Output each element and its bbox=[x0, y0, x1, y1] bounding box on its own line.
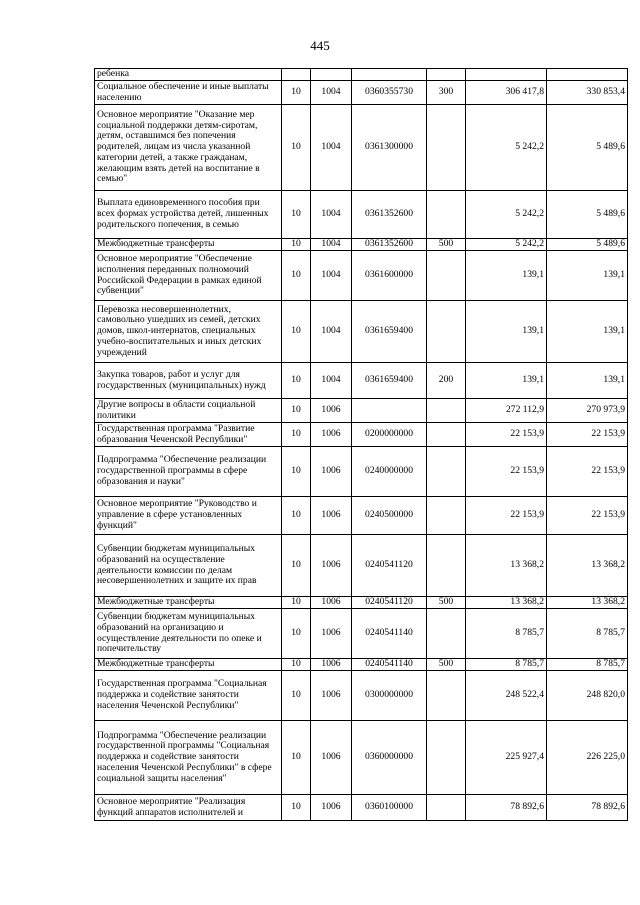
row-name-cell: Межбюджетные трансферты bbox=[95, 597, 282, 609]
table-row bbox=[95, 423, 628, 447]
table-row bbox=[95, 363, 628, 399]
amount-year1-cell: 13 368,2 bbox=[466, 597, 547, 609]
amount-year1-cell: 272 112,9 bbox=[466, 399, 547, 423]
amount-year1-cell: 22 153,9 bbox=[466, 447, 547, 497]
amount-year1-cell: 8 785,7 bbox=[466, 609, 547, 659]
row-name-cell: Основное мероприятие "Обеспечение исполнения переданных полномочий Российской Федерации в рамках единой субвенции" bbox=[95, 251, 282, 301]
target-article-cell bbox=[352, 399, 427, 423]
target-article-cell: 0240000000 bbox=[352, 447, 427, 497]
budget-table bbox=[94, 68, 628, 821]
amount-year1-cell: 139,1 bbox=[466, 363, 547, 399]
subsection-code-cell: 1004 bbox=[311, 301, 352, 363]
row-name-cell: Межбюджетные трансферты bbox=[95, 659, 282, 671]
amount-year2-cell: 248 820,0 bbox=[547, 671, 628, 721]
target-article-cell: 0240541120 bbox=[352, 597, 427, 609]
amount-year2-cell: 13 368,2 bbox=[547, 535, 628, 597]
row-name-cell: Подпрограмма "Обеспечение реализации государственной программы в сфере образования и науки" bbox=[95, 447, 282, 497]
section-code-cell: 10 bbox=[282, 81, 311, 105]
target-article-cell: 0360100000 bbox=[352, 795, 427, 821]
amount-year2-cell: 8 785,7 bbox=[547, 659, 628, 671]
row-name-cell: Выплата единовременного пособия при всех формах устройства детей, лишенных родительского попечения, в семью bbox=[95, 191, 282, 239]
amount-year1-cell bbox=[466, 69, 547, 81]
amount-year1-cell: 5 242,2 bbox=[466, 191, 547, 239]
section-code-cell: 10 bbox=[282, 191, 311, 239]
target-article-cell bbox=[352, 69, 427, 81]
section-code-cell: 10 bbox=[282, 659, 311, 671]
section-code-cell: 10 bbox=[282, 301, 311, 363]
subsection-code-cell: 1004 bbox=[311, 239, 352, 251]
expense-type-cell bbox=[427, 251, 466, 301]
section-code-cell: 10 bbox=[282, 795, 311, 821]
row-name-cell: Основное мероприятие "Оказание мер социальной поддержки детям-сиротам, детям, оставшимся без попечения родителей, лицам из числа указанной категории детей, а также гражданам, желающим взять детей на воспитание в семью" bbox=[95, 105, 282, 191]
subsection-code-cell: 1004 bbox=[311, 363, 352, 399]
expense-type-cell bbox=[427, 423, 466, 447]
expense-type-cell: 200 bbox=[427, 363, 466, 399]
subsection-code-cell: 1006 bbox=[311, 423, 352, 447]
expense-type-cell bbox=[427, 191, 466, 239]
target-article-cell: 0361352600 bbox=[352, 239, 427, 251]
amount-year2-cell: 22 153,9 bbox=[547, 447, 628, 497]
row-name-cell: Перевозка несовершеннолетних, самовольно ушедших из семей, детских домов, школ-интернатов, специальных учебно-воспитательных и иных детских учреждений bbox=[95, 301, 282, 363]
target-article-cell: 0361352600 bbox=[352, 191, 427, 239]
page-number: 445 bbox=[310, 38, 330, 53]
expense-type-cell bbox=[427, 671, 466, 721]
row-name-cell: Субвенции бюджетам муниципальных образований на организацию и осуществление деятельности по опеке и попечительству bbox=[95, 609, 282, 659]
amount-year2-cell: 5 489,6 bbox=[547, 105, 628, 191]
subsection-code-cell: 1006 bbox=[311, 447, 352, 497]
target-article-cell: 0361659400 bbox=[352, 301, 427, 363]
amount-year1-cell: 225 927,4 bbox=[466, 721, 547, 795]
table-row bbox=[95, 447, 628, 497]
table-row bbox=[95, 191, 628, 239]
table-row bbox=[95, 659, 628, 671]
subsection-code-cell: 1006 bbox=[311, 597, 352, 609]
expense-type-cell bbox=[427, 105, 466, 191]
expense-type-cell bbox=[427, 609, 466, 659]
amount-year2-cell: 139,1 bbox=[547, 363, 628, 399]
table-row bbox=[95, 251, 628, 301]
amount-year1-cell: 248 522,4 bbox=[466, 671, 547, 721]
amount-year2-cell: 139,1 bbox=[547, 251, 628, 301]
expense-type-cell bbox=[427, 399, 466, 423]
amount-year2-cell: 226 225,0 bbox=[547, 721, 628, 795]
section-code-cell: 10 bbox=[282, 721, 311, 795]
amount-year1-cell: 139,1 bbox=[466, 301, 547, 363]
target-article-cell: 0360355730 bbox=[352, 81, 427, 105]
subsection-code-cell: 1006 bbox=[311, 795, 352, 821]
section-code-cell: 10 bbox=[282, 251, 311, 301]
table-row bbox=[95, 597, 628, 609]
section-code-cell: 10 bbox=[282, 423, 311, 447]
row-name-cell: Другие вопросы в области социальной политики bbox=[95, 399, 282, 423]
table-row bbox=[95, 721, 628, 795]
amount-year1-cell: 8 785,7 bbox=[466, 659, 547, 671]
subsection-code-cell: 1006 bbox=[311, 609, 352, 659]
section-code-cell: 10 bbox=[282, 609, 311, 659]
section-code-cell: 10 bbox=[282, 497, 311, 535]
row-name-cell: Закупка товаров, работ и услуг для государственных (муниципальных) нужд bbox=[95, 363, 282, 399]
section-code-cell: 10 bbox=[282, 597, 311, 609]
amount-year2-cell: 78 892,6 bbox=[547, 795, 628, 821]
table-row bbox=[95, 105, 628, 191]
table-row bbox=[95, 535, 628, 597]
amount-year1-cell: 78 892,6 bbox=[466, 795, 547, 821]
row-name-cell: Субвенции бюджетам муниципальных образований на осуществление деятельности комиссии по делам несовершеннолетних и защите их прав bbox=[95, 535, 282, 597]
subsection-code-cell: 1006 bbox=[311, 399, 352, 423]
expense-type-cell: 500 bbox=[427, 597, 466, 609]
expense-type-cell bbox=[427, 497, 466, 535]
amount-year2-cell: 330 853,4 bbox=[547, 81, 628, 105]
row-name-cell: ребенка bbox=[95, 69, 282, 81]
amount-year1-cell: 306 417,8 bbox=[466, 81, 547, 105]
subsection-code-cell: 1004 bbox=[311, 251, 352, 301]
subsection-code-cell: 1004 bbox=[311, 191, 352, 239]
section-code-cell: 10 bbox=[282, 447, 311, 497]
subsection-code-cell: 1004 bbox=[311, 81, 352, 105]
amount-year1-cell: 139,1 bbox=[466, 251, 547, 301]
target-article-cell: 0361600000 bbox=[352, 251, 427, 301]
expense-type-cell bbox=[427, 721, 466, 795]
subsection-code-cell bbox=[311, 69, 352, 81]
target-article-cell: 0361659400 bbox=[352, 363, 427, 399]
row-name-cell: Государственная программа "Развитие образования Чеченской Республики" bbox=[95, 423, 282, 447]
table-row bbox=[95, 497, 628, 535]
row-name-cell: Межбюджетные трансферты bbox=[95, 239, 282, 251]
section-code-cell: 10 bbox=[282, 105, 311, 191]
row-name-cell: Социальное обеспечение и иные выплаты населению bbox=[95, 81, 282, 105]
table-row bbox=[95, 81, 628, 105]
table-row bbox=[95, 671, 628, 721]
amount-year2-cell bbox=[547, 69, 628, 81]
expense-type-cell bbox=[427, 535, 466, 597]
amount-year2-cell: 5 489,6 bbox=[547, 191, 628, 239]
table-row bbox=[95, 69, 628, 81]
subsection-code-cell: 1004 bbox=[311, 105, 352, 191]
expense-type-cell bbox=[427, 795, 466, 821]
target-article-cell: 0240541140 bbox=[352, 609, 427, 659]
amount-year1-cell: 22 153,9 bbox=[466, 423, 547, 447]
row-name-cell: Основное мероприятие "Реализация функций аппаратов исполнителей и bbox=[95, 795, 282, 821]
target-article-cell: 0361300000 bbox=[352, 105, 427, 191]
target-article-cell: 0200000000 bbox=[352, 423, 427, 447]
expense-type-cell bbox=[427, 301, 466, 363]
amount-year1-cell: 13 368,2 bbox=[466, 535, 547, 597]
amount-year1-cell: 5 242,2 bbox=[466, 105, 547, 191]
section-code-cell: 10 bbox=[282, 239, 311, 251]
row-name-cell: Государственная программа "Социальная поддержка и содействие занятости населения Чеченской Республики" bbox=[95, 671, 282, 721]
subsection-code-cell: 1006 bbox=[311, 659, 352, 671]
table-row bbox=[95, 795, 628, 821]
target-article-cell: 0300000000 bbox=[352, 671, 427, 721]
row-name-cell: Подпрограмма "Обеспечение реализации государственной программы "Социальная поддержка и содействие занятости населения Чеченской Республики" в сфере социальной защиты населения" bbox=[95, 721, 282, 795]
section-code-cell: 10 bbox=[282, 399, 311, 423]
expense-type-cell bbox=[427, 69, 466, 81]
amount-year1-cell: 22 153,9 bbox=[466, 497, 547, 535]
subsection-code-cell: 1006 bbox=[311, 535, 352, 597]
row-name-cell: Основное мероприятие "Руководство и управление в сфере установленных функций" bbox=[95, 497, 282, 535]
amount-year2-cell: 139,1 bbox=[547, 301, 628, 363]
amount-year2-cell: 8 785,7 bbox=[547, 609, 628, 659]
expense-type-cell: 500 bbox=[427, 659, 466, 671]
table-row bbox=[95, 399, 628, 423]
target-article-cell: 0240500000 bbox=[352, 497, 427, 535]
target-article-cell: 0240541120 bbox=[352, 535, 427, 597]
table-row bbox=[95, 301, 628, 363]
expense-type-cell bbox=[427, 447, 466, 497]
section-code-cell: 10 bbox=[282, 363, 311, 399]
section-code-cell: 10 bbox=[282, 535, 311, 597]
target-article-cell: 0240541140 bbox=[352, 659, 427, 671]
table-row bbox=[95, 239, 628, 251]
section-code-cell bbox=[282, 69, 311, 81]
amount-year2-cell: 5 489,6 bbox=[547, 239, 628, 251]
table-row bbox=[95, 609, 628, 659]
amount-year1-cell: 5 242,2 bbox=[466, 239, 547, 251]
amount-year2-cell: 22 153,9 bbox=[547, 423, 628, 447]
target-article-cell: 0360000000 bbox=[352, 721, 427, 795]
expense-type-cell: 500 bbox=[427, 239, 466, 251]
amount-year2-cell: 13 368,2 bbox=[547, 597, 628, 609]
budget-table-body bbox=[95, 69, 628, 821]
amount-year2-cell: 22 153,9 bbox=[547, 497, 628, 535]
section-code-cell: 10 bbox=[282, 671, 311, 721]
amount-year2-cell: 270 973,9 bbox=[547, 399, 628, 423]
expense-type-cell: 300 bbox=[427, 81, 466, 105]
subsection-code-cell: 1006 bbox=[311, 497, 352, 535]
subsection-code-cell: 1006 bbox=[311, 721, 352, 795]
subsection-code-cell: 1006 bbox=[311, 671, 352, 721]
